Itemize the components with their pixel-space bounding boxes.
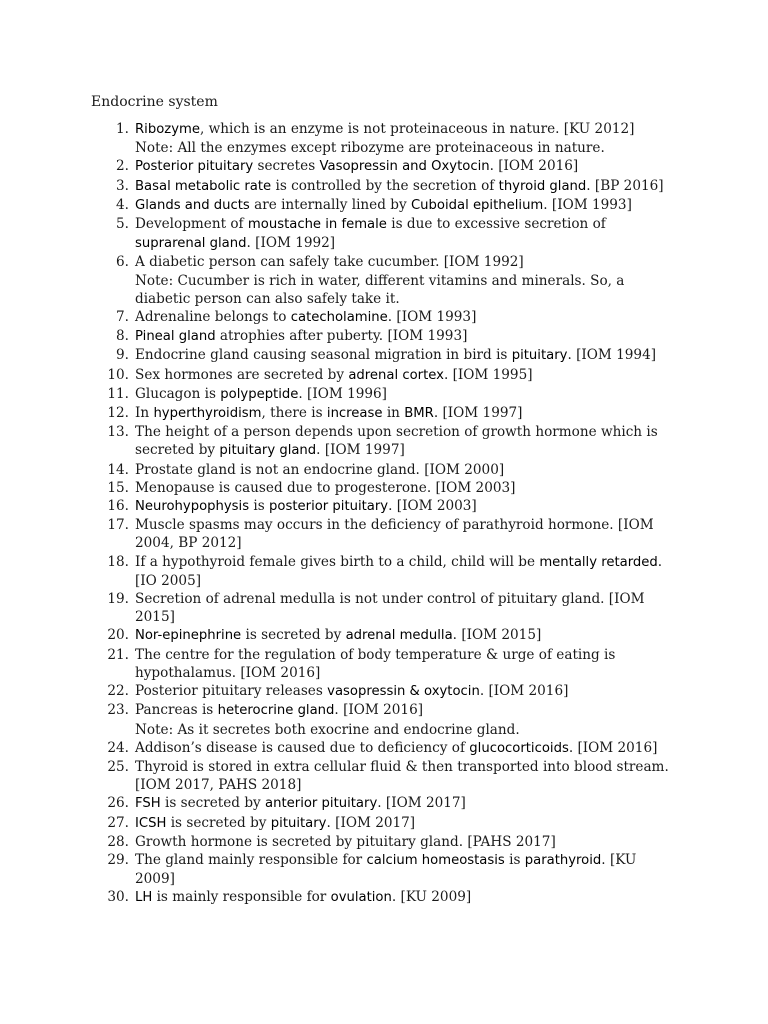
item-note: Note: As it secretes both exocrine and endocrine gland. [135, 721, 520, 738]
item-text: , there is [261, 405, 327, 422]
page-title: Endocrine system [91, 94, 218, 110]
highlighted-term: vasopressin & oxytocin [327, 684, 480, 700]
highlighted-term: anterior pituitary [265, 796, 378, 812]
item-text: . [IOM 1996] [298, 385, 387, 402]
item-note: Note: Cucumber is rich in water, different vitamins and minerals. So, a diabetic person can also safely take it. [135, 272, 625, 307]
item-note: Note: All the enzymes except ribozyme are proteinaceous in nature. [135, 140, 605, 157]
list-item [0, 253, 680, 308]
list-item [0, 423, 680, 460]
item-text: are internally lined by [249, 196, 411, 213]
item-number: 5. [116, 216, 129, 233]
highlighted-term: FSH [135, 796, 161, 812]
list-item [0, 590, 680, 626]
item-text: secretes [253, 158, 320, 175]
highlighted-term: heterocrine gland [217, 703, 335, 719]
item-text: . [KU 2009] [391, 889, 472, 906]
highlighted-term: adrenal medulla [345, 628, 453, 644]
highlighted-term: Pineal gland [135, 329, 216, 345]
item-text: is controlled by the secretion of [271, 177, 499, 194]
item-text: Muscle spasms may occurs in the deficiency of parathyroid hormone. [IOM 2004, BP 2012] [135, 517, 654, 552]
item-text: Prostate gland is not an endocrine gland. [IOM 2000] [135, 461, 505, 478]
item-number: 28. [107, 833, 129, 850]
item-number: 14. [107, 461, 129, 478]
item-number: 25. [107, 758, 129, 775]
item-text: . [IOM 1993] [543, 196, 632, 213]
highlighted-term: adrenal cortex [348, 367, 444, 383]
highlighted-term: thyroid gland [498, 178, 587, 194]
list-item [0, 196, 680, 215]
item-number: 2. [116, 158, 129, 175]
item-number: 8. [116, 328, 129, 345]
item-text: is secreted by [166, 814, 271, 831]
item-text: . [IOM 2017] [377, 795, 466, 812]
item-text: Development of [135, 216, 248, 233]
item-text: . [IOM 2016] [479, 683, 569, 700]
item-text: in [382, 405, 405, 422]
highlighted-term: polypeptide [220, 386, 299, 402]
item-text: . [IOM 1995] [443, 366, 533, 383]
list-item [0, 626, 680, 645]
list-item [0, 739, 680, 758]
item-number: 20. [107, 627, 129, 644]
item-number: 12. [107, 405, 129, 422]
item-number: 13. [107, 424, 129, 441]
item-text: . [IOM 1992] [246, 235, 336, 252]
item-number: 6. [116, 254, 129, 271]
item-text: . [KU 2009] [135, 851, 637, 888]
item-number: 27. [107, 814, 129, 831]
item-text: . [IOM 2016] [568, 739, 658, 756]
highlighted-term: calcium homeostasis [366, 852, 505, 868]
highlighted-term: glucocorticoids [469, 740, 569, 756]
highlighted-term: Nor-epinephrine [135, 628, 242, 644]
highlighted-term: catecholamine [290, 310, 388, 326]
item-text: . [IOM 2015] [452, 627, 542, 644]
highlighted-term: increase [326, 406, 383, 422]
item-text: Menopause is caused due to progesterone. [IOM 2003] [135, 479, 516, 496]
highlighted-term: Vasopressin and Oxytocin [319, 159, 490, 175]
list-item [0, 327, 680, 346]
item-text: atrophies after puberty. [IOM 1993] [215, 328, 468, 345]
list-item [0, 385, 680, 404]
list-item [0, 497, 680, 516]
item-text: . [IOM 2016] [334, 702, 424, 719]
list-item [0, 404, 680, 423]
highlighted-term: suprarenal gland [135, 236, 247, 252]
item-text: is [504, 851, 525, 868]
item-text: is secreted by [241, 627, 346, 644]
highlighted-term: parathyroid [524, 852, 602, 868]
item-number: 10. [107, 366, 129, 383]
highlighted-term: posterior pituitary [269, 499, 389, 515]
item-number: 7. [116, 309, 129, 326]
item-number: 30. [107, 889, 129, 906]
item-text: Pancreas is [135, 702, 218, 719]
item-number: 23. [107, 702, 129, 719]
list-item [0, 833, 680, 851]
list-item [0, 888, 680, 907]
item-text: The gland mainly responsible for [135, 851, 367, 868]
highlighted-term: Cuboidal epithelium [410, 197, 544, 213]
item-text: . [IOM 1993] [387, 309, 477, 326]
item-number: 9. [116, 347, 129, 364]
highlighted-term: hyperthyroidism [153, 406, 262, 422]
item-text: , which is an enzyme is not proteinaceous in nature. [KU 2012] [199, 121, 635, 137]
item-number: 1. [116, 121, 129, 137]
item-number: 4. [116, 196, 129, 213]
highlighted-term: Glands and ducts [135, 197, 250, 213]
list-item [0, 308, 680, 327]
item-text: . [IOM 1994] [567, 347, 657, 364]
item-number: 29. [107, 851, 129, 868]
item-number: 17. [107, 517, 129, 534]
list-item [0, 814, 680, 833]
list-item [0, 177, 680, 196]
item-text: If a hypothyroid female gives birth to a child, child will be [135, 553, 540, 570]
list-item [0, 366, 680, 385]
item-number: 11. [107, 385, 129, 402]
list-item [0, 479, 680, 497]
item-text: Thyroid is stored in extra cellular fluid & then transported into blood stream. [IOM 2017, PAHS 2018] [135, 758, 669, 794]
highlighted-term: pituitary [270, 815, 327, 831]
item-number: 22. [107, 683, 129, 700]
item-text: . [IOM 2016] [489, 158, 579, 175]
item-text: A diabetic person can safely take cucumber. [IOM 1992] [135, 254, 524, 271]
list-item [0, 758, 680, 794]
list-item [0, 794, 680, 813]
item-text: Endocrine gland causing seasonal migration in bird is [135, 347, 512, 364]
highlighted-term: pituitary [511, 348, 568, 364]
item-text: The height of a person depends upon secretion of growth hormone which is secreted by [135, 424, 658, 459]
highlighted-term: moustache in female [247, 217, 387, 233]
highlighted-term: Ribozyme [135, 122, 200, 137]
list-item [0, 346, 680, 365]
highlighted-term: mentally retarded [539, 554, 658, 570]
item-text: In [135, 405, 154, 422]
highlighted-term: BMR [404, 406, 434, 422]
item-text: Adrenaline belongs to [135, 309, 291, 326]
list-item [0, 553, 680, 590]
item-text: . [IOM 1997] [316, 442, 405, 459]
item-number: 18. [107, 553, 129, 570]
item-text: is [249, 498, 270, 515]
item-number: 3. [116, 177, 129, 194]
item-text: Growth hormone is secreted by pituitary gland. [PAHS 2017] [135, 833, 556, 850]
item-text: . [IOM 1997] [433, 405, 523, 422]
item-text: . [IO 2005] [135, 553, 663, 589]
item-number: 19. [107, 591, 129, 608]
highlighted-term: Basal metabolic rate [135, 178, 272, 194]
item-text: is mainly responsible for [152, 889, 331, 906]
item-text: . [IOM 2017] [326, 814, 416, 831]
highlighted-term: ovulation [330, 890, 392, 906]
list-item [0, 215, 680, 253]
list-item [0, 120, 680, 157]
item-text: Secretion of adrenal medulla is not under control of pituitary gland. [IOM 2015] [135, 591, 645, 626]
item-number: 24. [107, 739, 129, 756]
item-text: . [BP 2016] [586, 177, 664, 194]
item-text: The centre for the regulation of body temperature & urge of eating is hypothalamus. [IOM 2016] [135, 646, 616, 681]
list-item [0, 461, 680, 479]
item-text: Glucagon is [135, 385, 221, 402]
item-number: 16. [107, 498, 129, 515]
highlighted-term: Neurohypophysis [135, 499, 250, 515]
item-number: 26. [107, 795, 129, 812]
item-text: is secreted by [160, 795, 266, 812]
highlighted-term: ICSH [135, 815, 167, 831]
highlighted-term: pituitary gland [219, 443, 317, 459]
item-text: Posterior pituitary releases [135, 683, 328, 700]
item-number: 15. [107, 479, 129, 496]
highlighted-term: LH [135, 890, 153, 906]
list-item [0, 701, 680, 738]
list-item [0, 851, 680, 888]
list-item [0, 646, 680, 682]
highlighted-term: Posterior pituitary [135, 159, 254, 175]
item-text: Sex hormones are secreted by [135, 366, 349, 383]
item-text: Addison’s disease is caused due to deficiency of [135, 739, 470, 756]
item-text: is due to excessive secretion of [386, 216, 606, 233]
question-list [0, 120, 768, 908]
list-item [0, 157, 680, 176]
item-text: . [IOM 2003] [388, 498, 477, 515]
list-item [0, 516, 680, 552]
list-item [0, 682, 680, 701]
item-number: 21. [107, 646, 129, 663]
